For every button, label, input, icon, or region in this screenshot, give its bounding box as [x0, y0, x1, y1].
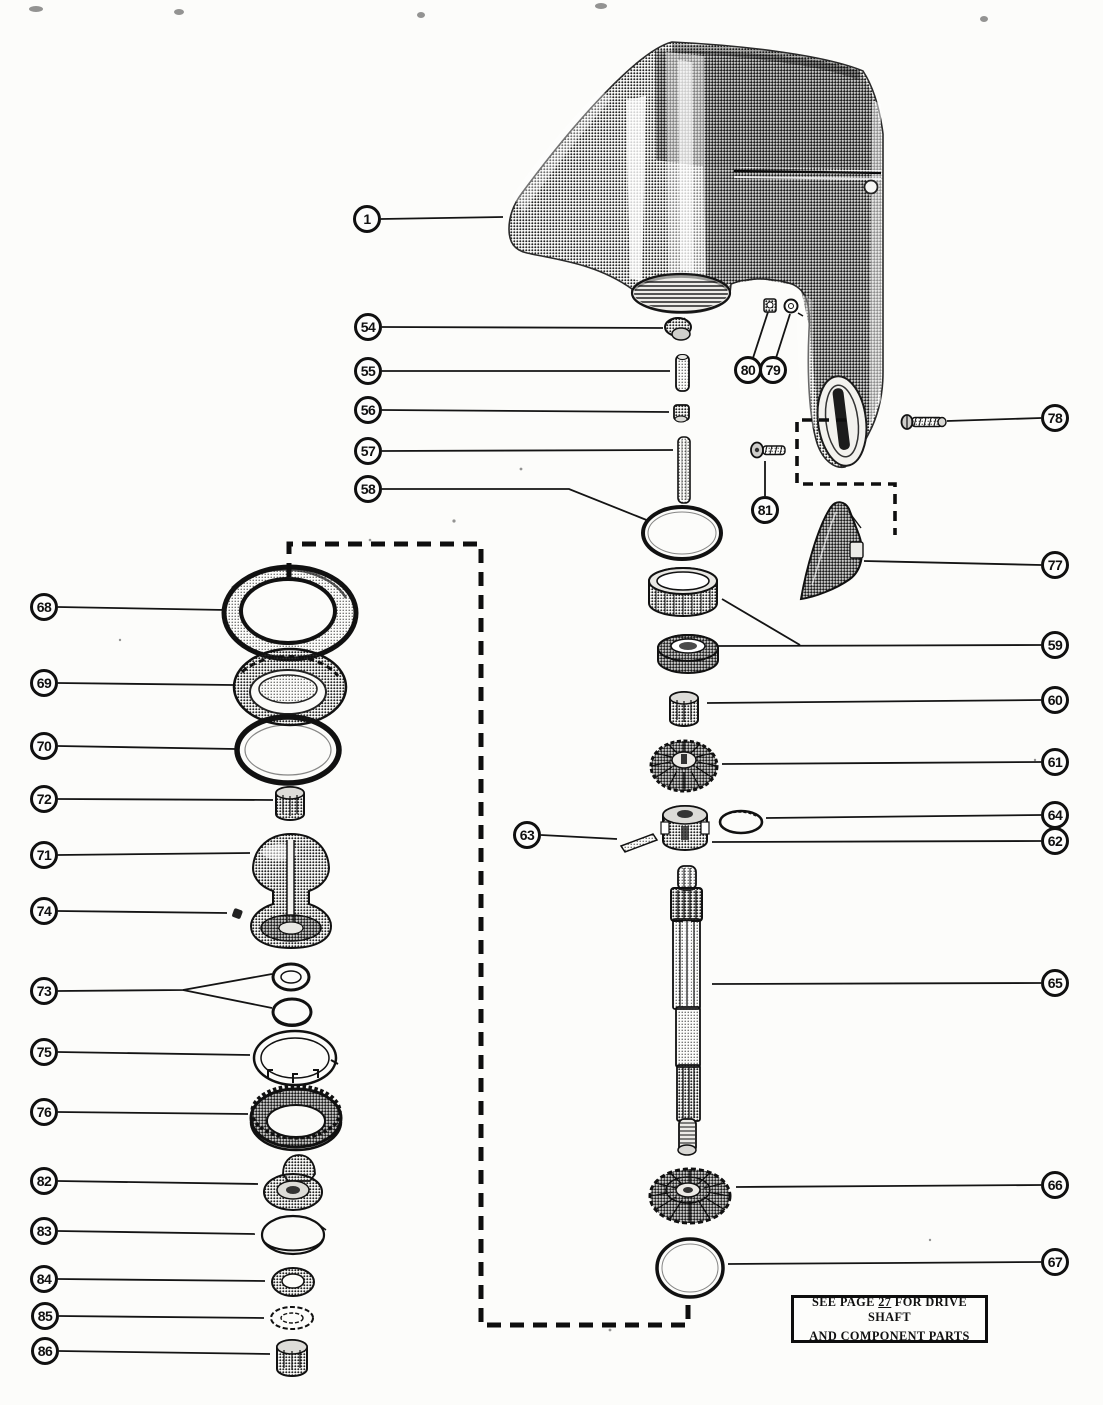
leader-line-83 — [58, 1231, 255, 1234]
callout-66: 66 — [1041, 1171, 1069, 1199]
callout-59: 59 — [1041, 631, 1069, 659]
leader-line-67 — [728, 1262, 1041, 1264]
leader-line-70 — [58, 746, 236, 749]
leader-line-57 — [382, 450, 673, 451]
part-82-pinion-bearing-assembly — [264, 1155, 322, 1210]
leader-line-layer — [58, 217, 1041, 1354]
part-73-seal-ring-lower — [273, 999, 311, 1026]
part-72-needle-bearing-small — [276, 787, 304, 820]
callout-83: 83 — [30, 1217, 58, 1245]
leader-line-78 — [947, 418, 1041, 421]
callout-82: 82 — [30, 1167, 58, 1195]
leader-line-75 — [58, 1052, 250, 1055]
callout-67: 67 — [1041, 1248, 1069, 1276]
leader-line-76 — [58, 1112, 248, 1114]
callout-73: 73 — [30, 977, 58, 1005]
leader-line-80 — [753, 312, 768, 358]
part-59-bearing-cone — [658, 635, 718, 673]
leader-line-74 — [58, 911, 227, 913]
housing-highlight-strut — [795, 290, 815, 430]
callout-54: 54 — [354, 313, 382, 341]
callout-68: 68 — [30, 593, 58, 621]
callout-60: 60 — [1041, 686, 1069, 714]
callout-86: 86 — [31, 1337, 59, 1365]
leader-line-72 — [58, 799, 273, 800]
callout-65: 65 — [1041, 969, 1069, 997]
part-84-thrust-washer — [272, 1268, 314, 1296]
part-70-o-ring — [237, 717, 339, 783]
part-73-seal-ring-upper — [273, 964, 309, 990]
leader-line-61 — [722, 762, 1041, 764]
reference-note-box — [791, 1295, 988, 1343]
callout-55: 55 — [354, 357, 382, 385]
callout-57: 57 — [354, 437, 382, 465]
callout-62: 62 — [1041, 827, 1069, 855]
part-59-bearing-cup — [649, 568, 717, 616]
diagram-artwork — [29, 3, 1036, 1376]
callout-81: 81 — [751, 496, 779, 524]
callout-69: 69 — [30, 669, 58, 697]
part-61-bevel-gear — [651, 741, 717, 791]
leader-line-68 — [58, 607, 226, 610]
housing-highlight-bore-bright — [678, 60, 694, 272]
callout-71: 71 — [30, 841, 58, 869]
callout-61: 61 — [1041, 748, 1069, 776]
callout-74: 74 — [30, 897, 58, 925]
callout-77: 77 — [1041, 551, 1069, 579]
leader-line-79 — [776, 314, 790, 358]
boundary-carrier-assembly — [289, 544, 688, 1325]
part-69-ball-bearing — [234, 649, 346, 725]
leader-line-62 — [712, 841, 1041, 842]
part-77-trim-tab — [801, 502, 863, 599]
screw-hole — [865, 181, 878, 194]
note-line-1 — [794, 1295, 985, 1325]
part-55-dowel-pin — [676, 355, 689, 392]
part-78-screw-long — [902, 415, 947, 429]
leader-line-73 — [58, 974, 272, 991]
note-line-2: AND COMPONENT PARTS — [809, 1328, 970, 1343]
leader-line-1 — [381, 217, 503, 219]
callout-79: 79 — [759, 356, 787, 384]
part-74-key — [232, 908, 244, 920]
leader-line-65 — [712, 983, 1041, 984]
leader-line-56 — [382, 410, 669, 412]
leader-line-71 — [58, 853, 250, 855]
part-54-locknut — [665, 318, 691, 340]
note-line-1-suffix: FOR DRIVE SHAFT — [868, 1294, 968, 1324]
part-83-seal-cup — [262, 1216, 326, 1254]
leader-line-59 — [718, 645, 1041, 646]
note-line-1-prefix: SEE PAGE — [811, 1294, 879, 1309]
leader-line-63 — [541, 835, 617, 839]
callout-78: 78 — [1041, 404, 1069, 432]
leader-line-77 — [864, 561, 1041, 565]
callout-1: 1 — [353, 205, 381, 233]
leader-line-69 — [58, 683, 233, 685]
callout-85: 85 — [31, 1302, 59, 1330]
callout-75: 75 — [30, 1038, 58, 1066]
callout-64: 64 — [1041, 801, 1069, 829]
leader-line-66 — [736, 1185, 1041, 1187]
callout-56: 56 — [354, 396, 382, 424]
part-64-o-ring-small — [720, 811, 762, 833]
leader-line-59 — [722, 599, 800, 645]
part-71-bearing-carrier — [251, 834, 331, 948]
callout-70: 70 — [30, 732, 58, 760]
leader-line-54 — [382, 327, 663, 328]
part-85-spring-washer — [271, 1307, 313, 1329]
leader-line-58 — [382, 489, 649, 521]
callout-80: 80 — [734, 356, 762, 384]
leader-line-82 — [58, 1181, 258, 1184]
callout-58: 58 — [354, 475, 382, 503]
leader-line-60 — [707, 700, 1041, 703]
part-67-o-ring-large — [657, 1239, 723, 1297]
part-81-screw-short — [751, 443, 785, 458]
callout-63: 63 — [513, 821, 541, 849]
leader-line-85 — [59, 1316, 264, 1318]
callout-84: 84 — [30, 1265, 58, 1293]
callout-76: 76 — [30, 1098, 58, 1126]
part-62-clutch-dog — [661, 806, 709, 850]
part-58-o-ring — [643, 507, 721, 559]
part-63-cross-pin — [621, 834, 657, 852]
part-57-long-pin — [678, 437, 690, 503]
leader-line-64 — [766, 815, 1041, 818]
part-80-nut-small — [764, 299, 776, 312]
dashed-boundary-layer — [289, 420, 895, 1325]
leader-line-73 — [183, 990, 272, 1008]
note-page-reference: 27 — [878, 1294, 892, 1309]
part-68-oil-seal — [224, 567, 356, 659]
part-86-needle-bearing-lower — [277, 1340, 307, 1376]
part-76-ring-nut — [251, 1086, 341, 1150]
leader-line-84 — [58, 1279, 265, 1281]
part-56-small-nut — [674, 405, 689, 422]
part-60-needle-bearing — [670, 692, 698, 726]
bore-threads — [634, 282, 728, 306]
part-75-tab-washer — [254, 1031, 338, 1085]
part-66-bevel-gear-aft — [650, 1169, 730, 1223]
part-1-gear-housing — [509, 42, 883, 469]
leader-line-86 — [59, 1351, 270, 1354]
part-65-propeller-shaft — [671, 866, 702, 1155]
callout-72: 72 — [30, 785, 58, 813]
